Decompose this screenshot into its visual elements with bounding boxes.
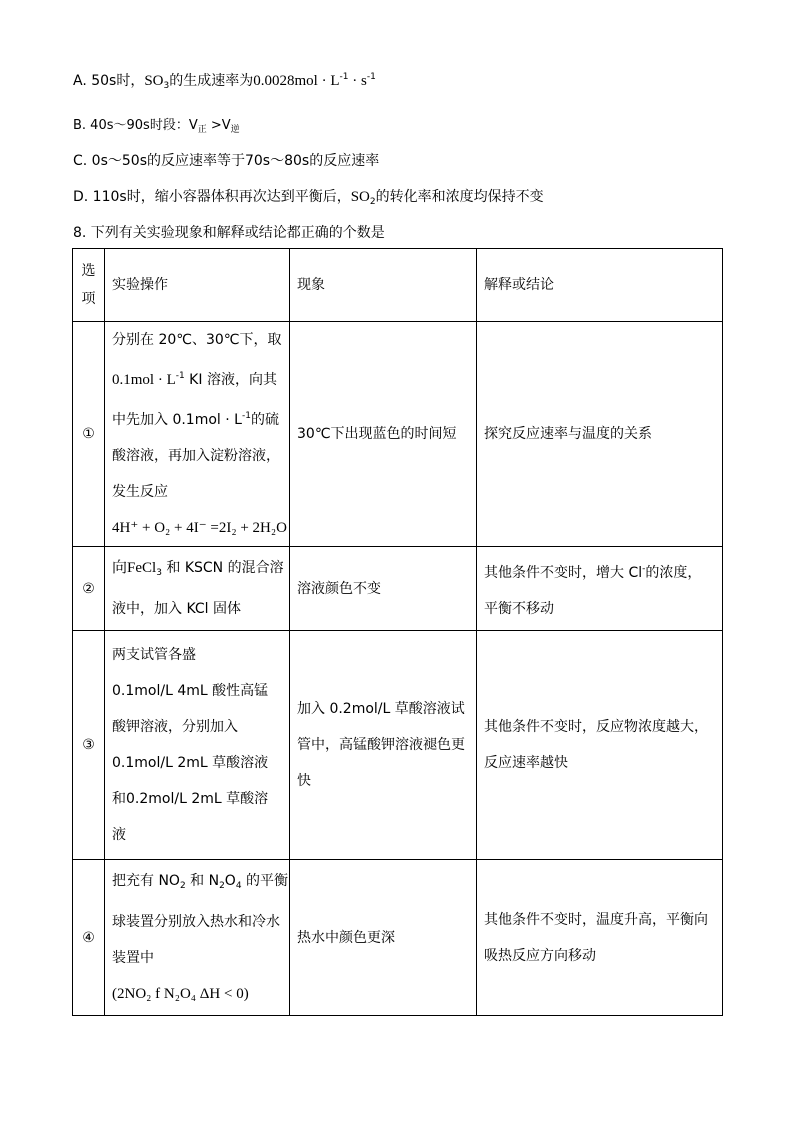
option-b: B. 40s～90s时段：$V_正 >V_逆$ [73,118,240,135]
row-1-concl: 探究反应速率与温度的关系 [477,322,723,547]
header-concl: 解释或结论 [477,249,723,322]
question-8: 8. 下列有关实验现象和解释或结论都正确的个数是 [73,225,385,241]
header-num: 选项 [73,249,105,322]
header-op: 实验操作 [105,249,290,322]
row-2-concl: 其他条件不变时，增大 Cl-的浓度， 平衡不移动 [477,547,723,631]
option-a: A. 50s时，$SO_3$的生成速率为$0.0028mol \cdot L^{-1} \cdot s^{-1}$ [73,72,376,91]
row-3-phen: 加入 0.2mol/L 草酸溶液试 管中，高锰酸钾溶液褪色更 快 [290,631,477,860]
experiment-table [72,248,723,1016]
row-2-phen: 溶液颜色不变 [290,547,477,631]
header-phen: 现象 [290,249,477,322]
row-1-op: 分别在 20℃、30℃下，取 $0.1mol \cdot L^{-1}$ KI 溶液，向其 中先加入 $0.1mol \cdot L^{-1}$的硫 酸溶液，再加入淀粉溶液， 发生反应 4H⁺ + O₂ + 4I⁻ =2I₂ + 2H₂O [105,322,290,547]
table-row-2 [73,547,723,631]
row-3-num: ③ [73,631,105,860]
table-header-row [73,249,723,322]
row-1-phen: 30℃下出现蓝色的时间短 [290,322,477,547]
option-d: D. 110s时，缩小容器体积再次达到平衡后，$SO_2$的转化率和浓度均保持不变 [73,189,544,207]
row-4-op: 把充有 $NO_2$ 和 $N_2O_4$ 的平衡 球装置分别放入热水和冷水 装置中 (2NO₂ f N₂O₄ ΔH < 0) [105,860,290,1016]
row-3-concl: 其他条件不变时，反应物浓度越大， 反应速率越快 [477,631,723,860]
row-4-num: ④ [73,860,105,1016]
row-1-num: ① [73,322,105,547]
row-4-phen: 热水中颜色更深 [290,860,477,1016]
row-2-op: 向FeCl$_3$ 和 KSCN 的混合溶 液中，加入 KCl 固体 [105,547,290,631]
table-row-1 [73,322,723,547]
row-3-op: 两支试管各盛 0.1mol/L 4mL 酸性高锰 酸钾溶液，分别加入 0.1mol/L 2mL 草酸溶液 和0.2mol/L 2mL 草酸溶 液 [105,631,290,860]
row-4-concl: 其他条件不变时，温度升高，平衡向 吸热反应方向移动 [477,860,723,1016]
table-row-3 [73,631,723,860]
table-row-4 [73,860,723,1016]
option-c: C. 0s～50s的反应速率等于70s～80s的反应速率 [73,153,380,169]
row-2-num: ② [73,547,105,631]
